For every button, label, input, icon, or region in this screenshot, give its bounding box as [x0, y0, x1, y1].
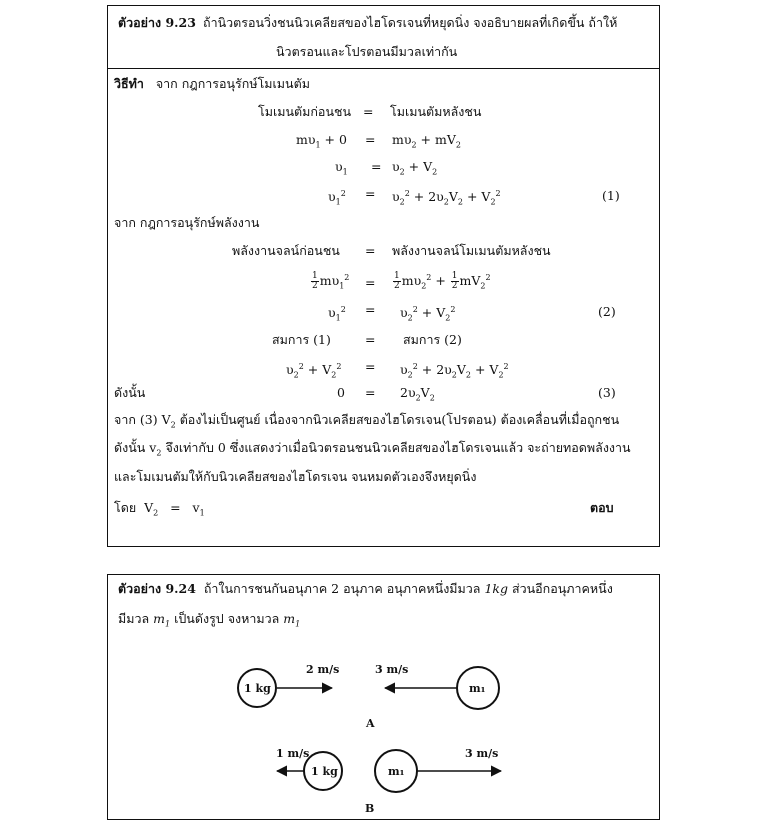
equals-sign-1: =: [363, 104, 374, 119]
fraction-half: $\frac{1}{2}$: [312, 271, 318, 292]
example-9-23-number: ตัวอย่าง 9.23: [118, 15, 196, 30]
conclusion-line: โดย $V_2 = v_1$: [114, 500, 205, 518]
equals-sign-5: =: [365, 243, 376, 258]
equals-sign-10: =: [365, 385, 376, 400]
mass-m1: $m_1$: [153, 611, 171, 629]
symbol-v2: $V_2$: [161, 412, 176, 430]
explanation-line-3: และโมเมนตัมให้กับนิวเคลียสของไฮโดรเจน จนหมดตัวเองจึงหยุดนิ่ง: [114, 469, 477, 484]
eq-combined-rhs: $\upsilon_2^2 + 2\upsilon_2V_2 + V_2^2$: [400, 362, 509, 380]
eq-energy-rhs: $\frac{1}{2}$ $m\upsilon_2^2$ + $\frac{1}{2}$ $mV_2^2$: [394, 271, 491, 292]
eq-result-rhs: $2\upsilon_2V_2$: [400, 385, 435, 403]
fraction-half: $\frac{1}{2}$: [451, 271, 458, 292]
answer-label: ตอบ: [590, 500, 614, 515]
solution-intro: จาก กฎการอนุรักษ์โมเมนตัม: [155, 76, 310, 91]
conclusion-prefix: โดย: [114, 500, 137, 515]
explanation-line-1-a: จาก (3): [114, 412, 158, 427]
fraction-half: $\frac{1}{2}$: [394, 271, 400, 292]
example-9-23-question-line2: นิวตรอนและโปรตอนมีมวลเท่ากัน: [276, 44, 458, 59]
eq-energy-lhs: $\frac{1}{2}$ $m\upsilon_1^2$: [312, 271, 350, 292]
caption-b: B: [365, 802, 375, 815]
equals-sign-4: =: [365, 186, 376, 201]
eq-velocity-rhs: $\upsilon_2 + V_2$: [392, 159, 438, 177]
equation-tag-2: (2): [598, 304, 616, 319]
ball-1kg-b-label: 1 kg: [311, 765, 338, 778]
energy-intro: จาก กฎการอนุรักษ์พลังงาน: [114, 215, 260, 230]
equation-2-label: สมการ (2): [403, 332, 462, 347]
eq-square-rhs: $\upsilon_2^2 + 2\upsilon_2V_2 + V_2^2$: [392, 189, 501, 207]
eq-velocity-lhs: $\upsilon_1$: [335, 159, 348, 177]
energy-after-label: พลังงานจลน์โมเมนตัมหลังชน: [392, 243, 551, 258]
therefore-label: ดังนั้น: [114, 385, 146, 400]
equals-sign-8: =: [365, 332, 376, 347]
eq-square-lhs: $\upsilon_1^2$: [328, 189, 346, 207]
equals-sign-9: =: [365, 359, 376, 374]
question-line1-a: ถ้าในการชนกันอนุภาค 2 อนุภาค อนุภาคหนึ่งมีมวล: [203, 581, 481, 596]
example-9-23-question-line1: ถ้านิวตรอนวิ่งชนนิวเคลียสของไฮโดรเจนที่หยุดนิ่ง จงอธิบายผลที่เกิดขึ้น ถ้าให้: [203, 15, 618, 30]
question-line2-b: เป็นดังรูป จงหามวล: [174, 611, 280, 626]
speed-a-left: 2 m/s: [306, 663, 340, 676]
eq-result-lhs: 0: [337, 385, 345, 400]
ball-m1-a-label: m₁: [469, 682, 486, 695]
eq-energy-simplified-rhs: $\upsilon_2^2 + V_2^2$: [400, 305, 456, 323]
explanation-line-2-b: จึงเท่ากับ 0 ซึ่งแสดงว่าเมื่อนิวตรอนชนนิวเคลียสของไฮโดรเจนแล้ว จะถ่ายทอดพลังงาน: [165, 440, 631, 455]
eq-momentum-rhs: $m\upsilon_2 + mV_2$: [392, 132, 461, 150]
speed-b-right: 3 m/s: [465, 747, 499, 760]
equation-1-label: สมการ (1): [272, 332, 331, 347]
solution-label: วิธีทำ: [114, 76, 144, 91]
ball-1kg-a-label: 1 kg: [244, 682, 271, 695]
question-line2-a: มีมวล: [118, 611, 150, 626]
eq-energy-simplified-lhs: $\upsilon_1^2$: [328, 305, 346, 323]
symbol-v2: $v_2$: [149, 440, 162, 458]
eq-combined-lhs: $\upsilon_2^2 + V_2^2$: [286, 362, 342, 380]
energy-before-label: พลังงานจลน์ก่อนชน: [232, 243, 340, 258]
ball-m1-b-label: m₁: [388, 765, 405, 778]
mass-m1-target: $m_1$: [283, 611, 301, 629]
explanation-line-2-a: ดังนั้น: [114, 440, 146, 455]
caption-a: A: [366, 717, 375, 730]
momentum-before-label: โมเมนตัมก่อนชน: [258, 104, 352, 119]
momentum-after-label: โมเมนตัมหลังชน: [390, 104, 482, 119]
question-line1-b: ส่วนอีกอนุภาคหนึ่ง: [511, 581, 613, 596]
speed-a-right: 3 m/s: [375, 663, 409, 676]
mass-1kg: 1kg: [484, 581, 508, 596]
equals-sign-6: =: [365, 275, 376, 290]
equals-sign-2: =: [365, 132, 376, 147]
example-9-24-number: ตัวอย่าง 9.24: [118, 581, 196, 596]
explanation-line-1-b: ต้องไม่เป็นศูนย์ เนื่องจากนิวเคลียสของไฮโดรเจน(โปรตอน) ต้องเคลื่อนที่เมื่อถูกชน: [179, 412, 620, 427]
equation-tag-1: (1): [602, 188, 620, 203]
equals-sign-3: =: [371, 159, 382, 174]
speed-b-left: 1 m/s: [276, 747, 310, 760]
equals-sign-7: =: [365, 302, 376, 317]
eq-momentum-lhs: $m\upsilon_1 + 0$: [296, 132, 347, 150]
equation-tag-3: (3): [598, 385, 616, 400]
